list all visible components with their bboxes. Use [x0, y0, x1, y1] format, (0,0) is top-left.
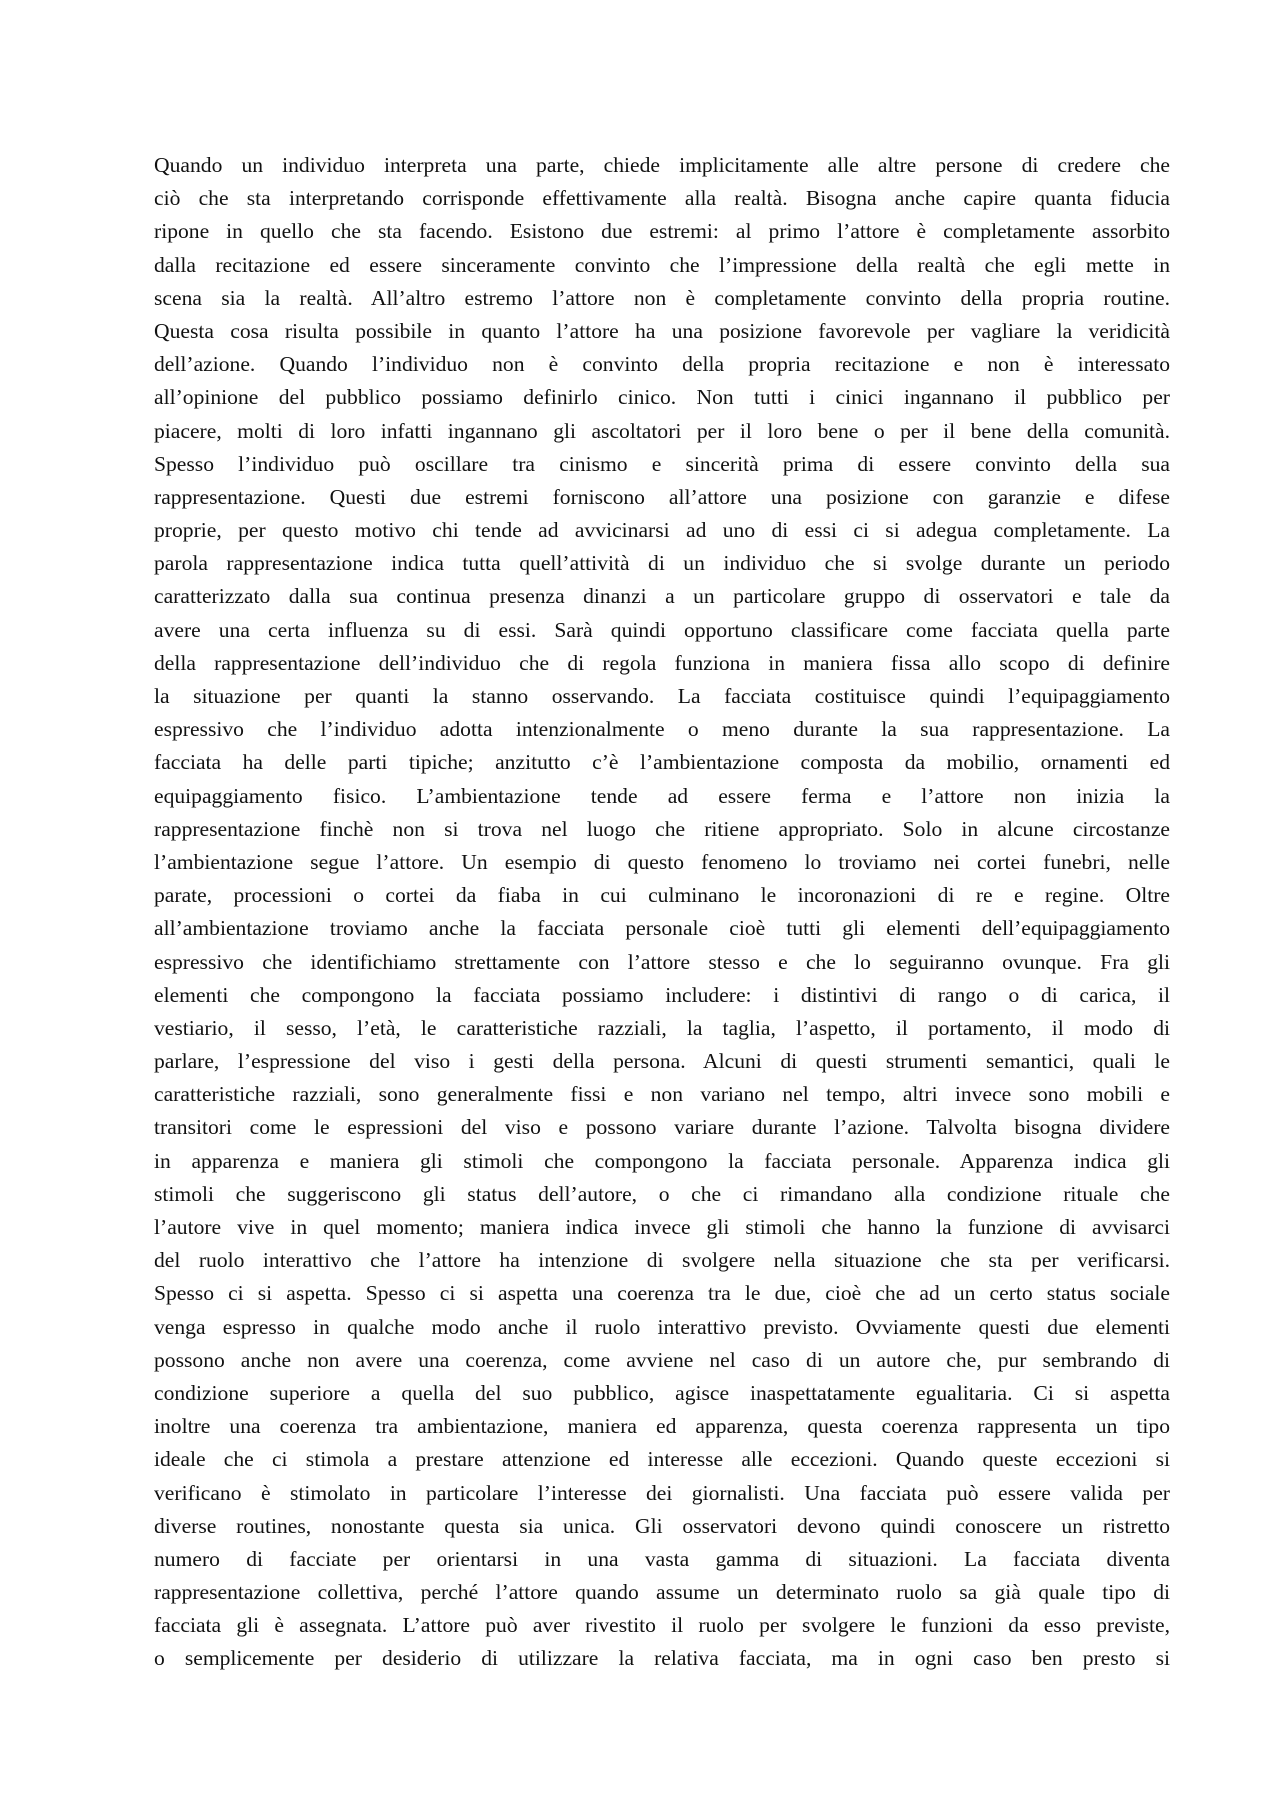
text-line: la situazione per quanti la stanno osservando. La facciata costituisce quindi l’equipaggiamento — [154, 684, 1170, 708]
text-line: parlare, l’espressione del viso i gesti della persona. Alcuni di questi strumenti semantici, quali le — [154, 1049, 1170, 1074]
text-line: in apparenza e maniera gli stimoli che compongono la facciata personale. Apparenza indica gli — [154, 1148, 1170, 1173]
text-line: venga espresso in qualche modo anche il ruolo interattivo previsto. Ovviamente questi due elementi — [154, 1314, 1170, 1339]
text-line: l’ambientazione segue l’attore. Un esempio di questo fenomeno lo troviamo nei cortei funebri, nelle — [154, 849, 1170, 874]
text-line: Spesso l’individuo può oscillare tra cinismo e sincerità prima di essere convinto della sua — [154, 451, 1170, 476]
text-line: ripone in quello che sta facendo. Esistono due estremi: al primo l’attore è completamente assorbito — [154, 219, 1170, 244]
text-line: facciata gli è assegnata. L’attore può aver rivestito il ruolo per svolgere le funzioni da esso previste, — [154, 1613, 1170, 1638]
text-line: vestiario, il sesso, l’età, le caratteristiche razziali, la taglia, l’aspetto, il portamento, il modo di — [154, 1015, 1170, 1040]
text-line: rappresentazione finchè non si trova nel luogo che ritiene appropriato. Solo in alcune circostanze — [154, 816, 1170, 841]
text-line: rappresentazione collettiva, perché l’attore quando assume un determinato ruolo sa già quale tipo di — [154, 1580, 1170, 1605]
text-line: espressivo che l’individuo adotta intenzionalmente o meno durante la sua rappresentazione. La — [154, 717, 1170, 742]
text-line: all’opinione del pubblico possiamo definirlo cinico. Non tutti i cinici ingannano il pubblico per — [154, 385, 1170, 410]
text-line: condizione superiore a quella del suo pubblico, agisce inaspettatamente egualitaria. Ci si aspetta — [154, 1380, 1170, 1405]
text-line: piacere, molti di loro infatti ingannano gli ascoltatori per il loro bene o per il bene della comunità. — [154, 418, 1170, 443]
text-line: parola rappresentazione indica tutta quell’attività di un individuo che si svolge durante un periodo — [154, 551, 1170, 576]
text-line: all’ambientazione troviamo anche la facciata personale cioè tutti gli elementi dell’equipaggiamento — [154, 916, 1170, 941]
text-line: facciata ha delle parti tipiche; anzitutto c’è l’ambientazione composta da mobilio, ornamenti ed — [154, 750, 1170, 775]
text-line: dell’azione. Quando l’individuo non è convinto della propria recitazione e non è interessato — [154, 352, 1170, 377]
text-line: parate, processioni o cortei da fiaba in cui culminano le incoronazioni di re e regine. Oltre — [154, 883, 1170, 908]
text-line: espressivo che identifichiamo strettamente con l’attore stesso e che lo seguiranno ovunque. Fra gli — [154, 949, 1170, 974]
text-line: Questa cosa risulta possibile in quanto l’attore ha una posizione favorevole per vagliare la veridicità — [154, 318, 1170, 343]
text-line: diverse routines, nonostante questa sia unica. Gli osservatori devono quindi conoscere un ristretto — [154, 1513, 1170, 1538]
text-line: ciò che sta interpretando corrisponde effettivamente alla realtà. Bisogna anche capire quanta fiducia — [154, 186, 1170, 211]
text-line: elementi che compongono la facciata possiamo includere: i distintivi di rango o di carica, il — [154, 982, 1170, 1007]
text-line: equipaggiamento fisico. L’ambientazione tende ad essere ferma e l’attore non inizia la — [154, 783, 1170, 808]
text-line: verificano è stimolato in particolare l’interesse dei giornalisti. Una facciata può essere valida per — [154, 1480, 1170, 1505]
text-line: transitori come le espressioni del viso e possono variare durante l’azione. Talvolta bisogna dividere — [154, 1115, 1170, 1140]
text-line: caratterizzato dalla sua continua presenza dinanzi a un particolare gruppo di osservatori e tale da — [154, 584, 1170, 609]
text-line: dalla recitazione ed essere sinceramente convinto che l’impressione della realtà che egli mette in — [154, 252, 1170, 277]
text-line: possono anche non avere una coerenza, come avviene nel caso di un autore che, pur sembrando di — [154, 1347, 1170, 1372]
text-line: l’autore vive in quel momento; maniera indica invece gli stimoli che hanno la funzione di avvisarci — [154, 1215, 1170, 1239]
text-line: o semplicemente per desiderio di utilizzare la relativa facciata, ma in ogni caso ben presto si — [154, 1646, 1170, 1671]
text-line: rappresentazione. Questi due estremi forniscono all’attore una posizione con garanzie e difese — [154, 484, 1170, 509]
text-line: ideale che ci stimola a prestare attenzione ed interesse alle eccezioni. Quando queste eccezioni si — [154, 1447, 1170, 1472]
text-line: Spesso ci si aspetta. Spesso ci si aspetta una coerenza tra le due, cioè che ad un certo status sociale — [154, 1281, 1170, 1306]
body-text — [154, 149, 1170, 1676]
text-line: caratteristiche razziali, sono generalmente fissi e non variano nel tempo, altri invece sono mobili e — [154, 1082, 1170, 1107]
text-line: scena sia la realtà. All’altro estremo l’attore non è completamente convinto della propria routine. — [154, 285, 1170, 310]
text-line: inoltre una coerenza tra ambientazione, maniera ed apparenza, questa coerenza rappresenta un tipo — [154, 1414, 1170, 1439]
text-line: del ruolo interattivo che l’attore ha intenzione di svolgere nella situazione che sta per verificarsi. — [154, 1248, 1170, 1273]
text-line: stimoli che suggeriscono gli status dell’autore, o che ci rimandano alla condizione rituale che — [154, 1181, 1170, 1206]
text-line: Quando un individuo interpreta una parte, chiede implicitamente alle altre persone di credere che — [154, 153, 1170, 177]
text-line: proprie, per questo motivo chi tende ad avvicinarsi ad uno di essi ci si adegua completamente. La — [154, 518, 1170, 543]
text-line: della rappresentazione dell’individuo che di regola funziona in maniera fissa allo scopo di definire — [154, 650, 1170, 675]
text-line: numero di facciate per orientarsi in una vasta gamma di situazioni. La facciata diventa — [154, 1546, 1170, 1571]
text-line: avere una certa influenza su di essi. Sarà quindi opportuno classificare come facciata quella parte — [154, 617, 1170, 642]
